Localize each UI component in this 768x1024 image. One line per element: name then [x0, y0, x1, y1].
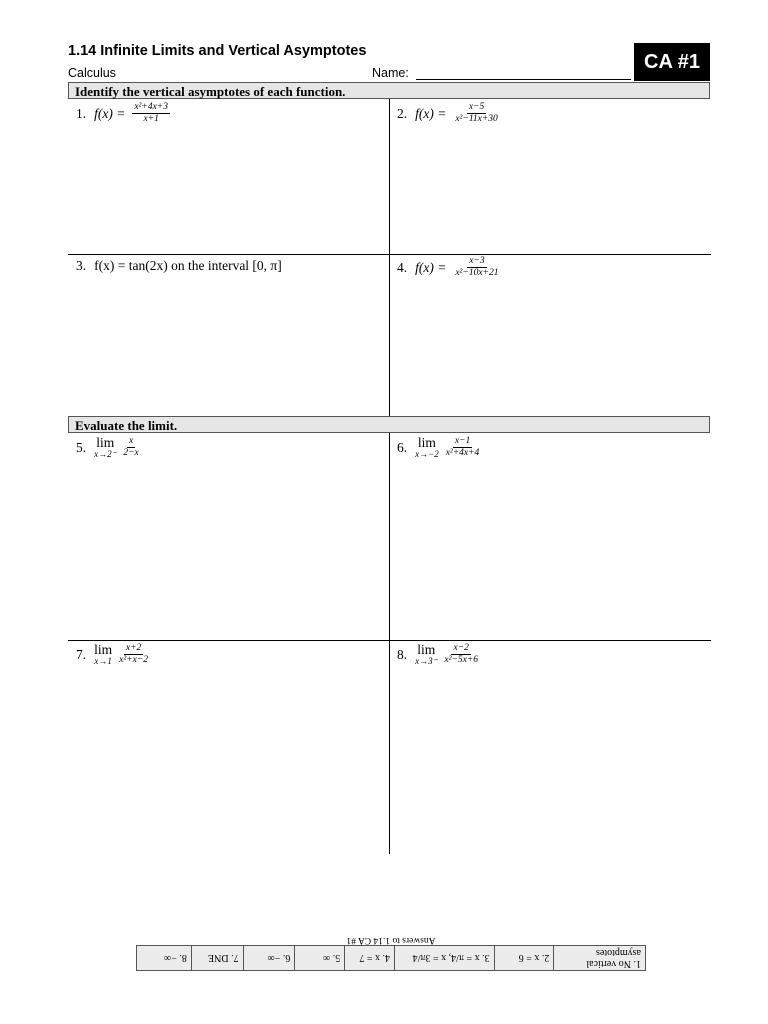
problem-8 — [397, 643, 480, 666]
answer-key-title: Answers to 1.14 CA #1 — [346, 935, 436, 945]
limit-operator — [415, 436, 439, 459]
assignment-badge: CA #1 — [634, 43, 710, 81]
lim-word: lim — [96, 435, 115, 450]
numerator: x−3 — [469, 256, 485, 266]
problem-2 — [397, 102, 500, 125]
problem-1 — [76, 102, 170, 125]
grid-divider-horizontal — [68, 254, 711, 255]
function-lhs: f(x) = — [94, 105, 126, 121]
worksheet-title: 1.14 Infinite Limits and Vertical Asymptotes — [68, 43, 367, 59]
lim-subscript: x→2⁻ — [94, 449, 117, 459]
answer-cell: 8. −∞ — [164, 952, 187, 964]
fraction — [453, 102, 499, 125]
numerator: x²+4x+3 — [134, 102, 168, 112]
answer-cell: 7. DNE — [191, 946, 243, 970]
problem-3 — [76, 258, 282, 274]
denominator: x²+4x+4 — [445, 448, 480, 458]
problem-6 — [397, 436, 481, 459]
function-lhs: f(x) = — [415, 259, 447, 275]
lim-word: lim — [417, 642, 436, 657]
problem-number: 7. — [76, 646, 87, 662]
fraction — [453, 256, 500, 279]
grid-divider-vertical — [389, 99, 390, 417]
lim-subscript: x→−2 — [415, 449, 439, 459]
fraction — [132, 102, 170, 125]
fraction — [444, 436, 482, 459]
numerator: x+2 — [125, 643, 142, 653]
numerator: x−5 — [468, 102, 485, 112]
fraction — [117, 643, 150, 666]
denominator: x+1 — [143, 114, 159, 124]
answer-cell: 4. x = 7 — [344, 946, 394, 970]
answer-cell: 6. −∞ — [243, 946, 295, 970]
numerator: x−2 — [453, 643, 469, 653]
limit-operator — [415, 643, 437, 666]
grid-divider-horizontal — [68, 640, 711, 641]
problem-text: f(x) = tan(2x) on the interval [0, π] — [94, 258, 282, 273]
denominator: x²−10x+21 — [455, 268, 499, 278]
denominator: x²−5x+6 — [444, 655, 478, 665]
denominator: x²−11x+30 — [455, 114, 498, 124]
answer-cell: 2. x = 6 — [494, 946, 554, 970]
answer-key — [136, 934, 646, 971]
problem-number: 4. — [397, 259, 408, 275]
grid-divider-vertical — [389, 433, 390, 854]
problem-number: 6. — [397, 439, 408, 455]
denominator: 2−x — [123, 448, 139, 458]
lim-subscript: x→3⁻ — [415, 656, 438, 666]
lim-word: lim — [94, 642, 113, 657]
problem-number: 2. — [397, 105, 408, 121]
answer-cell: 3. x = π/4, x = 3π/4 — [394, 946, 494, 970]
problem-number: 5. — [76, 439, 87, 455]
name-blank-line — [416, 79, 631, 80]
fraction — [121, 436, 140, 459]
numerator: x−1 — [454, 436, 471, 446]
lim-word: lim — [417, 435, 436, 450]
subject-label: Calculus — [68, 66, 116, 80]
fraction — [442, 643, 480, 666]
denominator: x²+x−2 — [119, 655, 148, 665]
section-heading-limits: Evaluate the limit. — [68, 416, 710, 433]
section-heading-asymptotes: Identify the vertical asymptotes of each function. — [68, 82, 710, 99]
limit-operator — [94, 436, 116, 459]
answer-cell: 5. ∞ — [294, 946, 344, 970]
function-lhs: f(x) = — [415, 105, 447, 121]
numerator: x — [128, 436, 134, 446]
problem-7 — [76, 643, 150, 666]
lim-subscript: x→1 — [94, 656, 112, 666]
problem-number: 8. — [397, 646, 408, 662]
problem-number: 3. — [76, 258, 87, 273]
problem-5 — [76, 436, 141, 459]
problem-number: 1. — [76, 105, 87, 121]
name-label: Name: — [372, 66, 409, 80]
answer-key-table — [136, 945, 646, 971]
problem-4 — [397, 256, 500, 279]
limit-operator — [94, 643, 112, 666]
answer-cell: 1. No vertical asymptotes — [553, 946, 645, 970]
